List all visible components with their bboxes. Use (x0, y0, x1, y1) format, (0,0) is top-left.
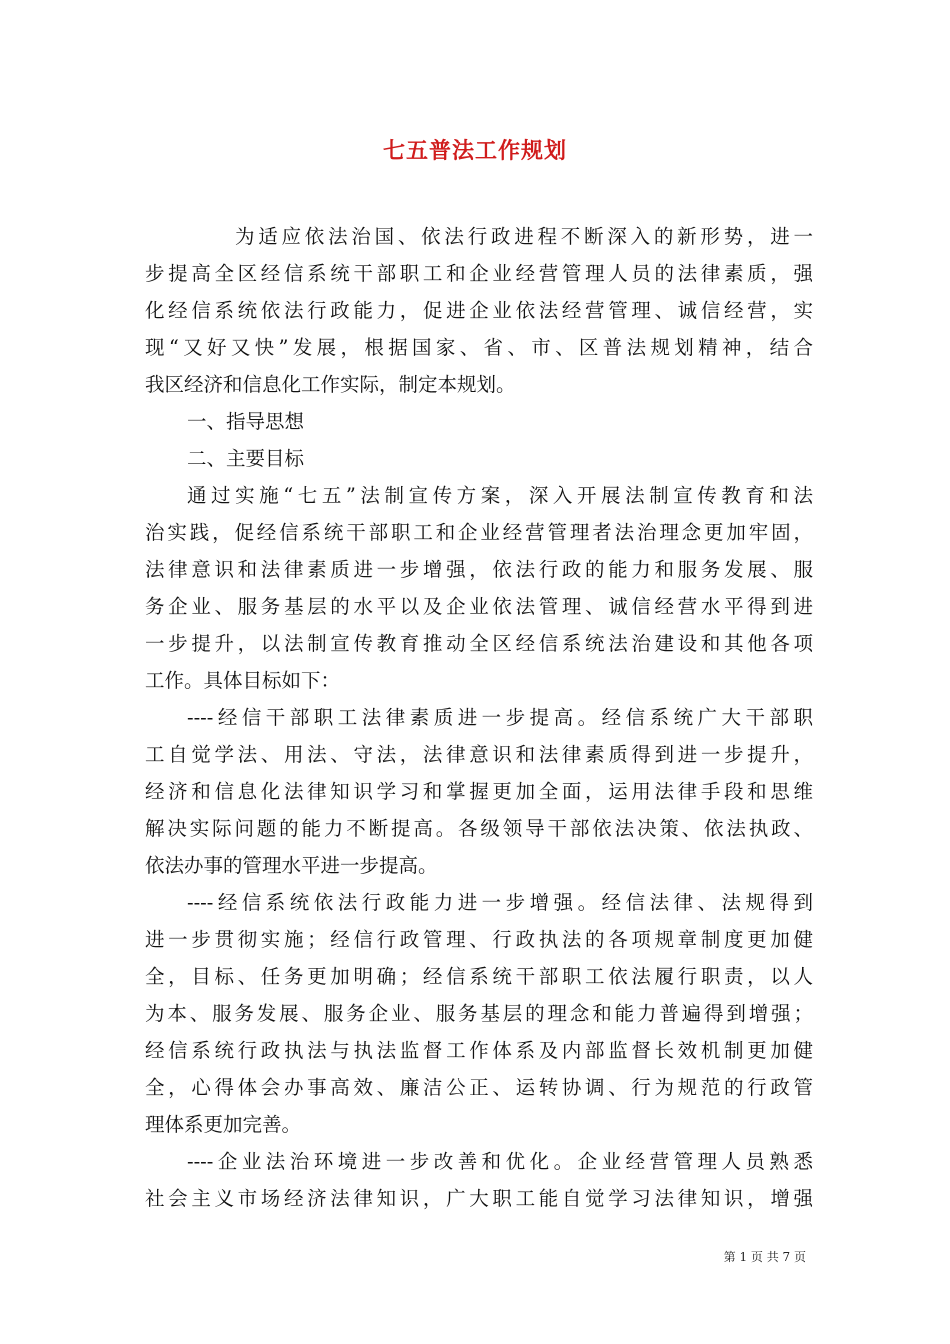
section-heading: 二、主要目标 (187, 447, 305, 470)
paragraph-line: 为适应依法治国、依法行政进程不断深入的新形势，进一 (235, 225, 813, 248)
document-body (145, 218, 813, 1217)
paragraph-line: 化经信系统依法行政能力，促进企业依法经营管理、诚信经营，实 (145, 299, 813, 322)
document-title: 七五普法工作规划 (382, 138, 567, 164)
paragraph-line: 为本、服务发展、服务企业、服务基层的理念和能力普遍得到增强； (145, 1002, 813, 1025)
paragraph-line: 社会主义市场经济法律知识，广大职工能自觉学习法律知识，增强 (145, 1187, 813, 1210)
paragraph-line: ----企业法治环境进一步改善和优化。企业经营管理人员熟悉 (187, 1150, 813, 1173)
paragraph-line: 工作。具体目标如下： (145, 669, 341, 692)
paragraph-line: 我区经济和信息化工作实际，制定本规划。 (145, 373, 516, 396)
paragraph-line: 治实践，促经信系统干部职工和企业经营管理者法治理念更加牢固， (145, 521, 813, 544)
paragraph-line: 一步提升，以法制宣传教育推动全区经信系统法治建设和其他各项 (145, 632, 813, 655)
paragraph-line: 务企业、服务基层的水平以及企业依法管理、诚信经营水平得到进 (145, 595, 813, 618)
paragraph-line: 理体系更加完善。 (145, 1113, 302, 1136)
paragraph-line: 通过实施“七五”法制宣传方案，深入开展法制宣传教育和法 (187, 484, 813, 507)
paragraph-line: 全，目标、任务更加明确；经信系统干部职工依法履行职责，以人 (145, 965, 813, 988)
paragraph-line: 全，心得体会办事高效、廉洁公正、运转协调、行为规范的行政管 (145, 1076, 813, 1099)
paragraph-line: ----经信系统依法行政能力进一步增强。经信法律、法规得到 (187, 891, 813, 914)
page-number: 第 1 页 共 7 页 (723, 1250, 806, 1264)
section-heading: 一、指导思想 (187, 410, 305, 433)
paragraph-line: 依法办事的管理水平进一步提高。 (145, 854, 438, 877)
paragraph-line: ----经信干部职工法律素质进一步提高。经信系统广大干部职 (187, 706, 813, 729)
paragraph-line: 工自觉学法、用法、守法，法律意识和法律素质得到进一步提升， (145, 743, 813, 766)
paragraph-line: 步提高全区经信系统干部职工和企业经营管理人员的法律素质，强 (145, 262, 813, 285)
paragraph-line: 经济和信息化法律知识学习和掌握更加全面，运用法律手段和思维 (145, 780, 813, 803)
paragraph-line: 现“又好又快”发展，根据国家、省、市、区普法规划精神，结合 (145, 336, 813, 359)
paragraph-line: 进一步贯彻实施；经信行政管理、行政执法的各项规章制度更加健 (145, 928, 813, 951)
paragraph-line: 法律意识和法律素质进一步增强，依法行政的能力和服务发展、服 (145, 558, 813, 581)
paragraph-line: 解决实际问题的能力不断提高。各级领导干部依法决策、依法执政、 (145, 817, 813, 840)
paragraph-line: 经信系统行政执法与执法监督工作体系及内部监督长效机制更加健 (145, 1039, 813, 1062)
